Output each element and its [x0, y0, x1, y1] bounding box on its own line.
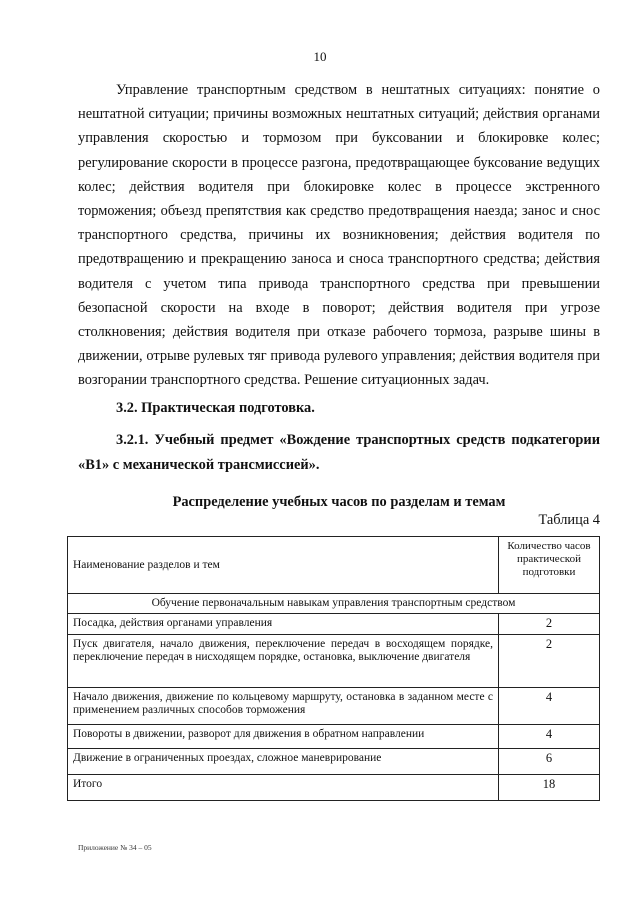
table-row — [68, 614, 600, 635]
topic-hours-cell: 4 — [499, 688, 600, 725]
total-hours-cell: 18 — [499, 775, 600, 801]
topic-hours-cell: 2 — [499, 635, 600, 688]
footer-note: Приложение № 34 – 05 — [78, 843, 152, 852]
table-row — [68, 688, 600, 725]
section-title-cell: Обучение первоначальным навыкам управления транспортным средством — [68, 594, 600, 614]
topic-name-cell: Движение в ограниченных проездах, сложное маневрирование — [68, 749, 499, 775]
header-hours-cell: Количество часов практической подготовки — [499, 537, 600, 594]
table-row — [68, 635, 600, 688]
page-number: 10 — [313, 49, 327, 64]
table-row — [68, 725, 600, 749]
topic-name-cell: Повороты в движении, разворот для движения в обратном направлении — [68, 725, 499, 749]
section-heading-3-2: 3.2. Практическая подготовка. — [116, 400, 315, 416]
section-heading-3-2-1: 3.2.1. Учебный предмет «Вождение транспортных средств подкатегории «В1» с механической трансмиссией». — [78, 432, 600, 473]
topic-hours-cell: 6 — [499, 749, 600, 775]
hours-table — [67, 536, 600, 801]
table-title: Распределение учебных часов по разделам и темам — [172, 494, 506, 510]
table-section-row — [68, 594, 600, 614]
total-label-cell: Итого — [68, 775, 499, 801]
topic-hours-cell: 4 — [499, 725, 600, 749]
topic-name-cell: Посадка, действия органами управления — [68, 614, 499, 635]
header-name-cell: Наименование разделов и тем — [68, 537, 499, 594]
table-total-row — [68, 775, 600, 801]
body-paragraph: Управление транспортным средством в нештатных ситуациях: понятие о нештатной ситуации; причины возможных нештатных ситуаций; действия органами управления скоростью и тормозом при буксовании и блокировке колес; регулирование скорости в процессе разгона, предотвращающее буксование ведущих колес; действия водителя при блокировке колес в процессе экстренного торможения; объезд препятствия как средство предотвращения наезда; занос и снос транспортного средства, причины их возникновения; действия водителя по предотвращению и прекращению заноса и сноса транспортного средства; действия водителя с учетом типа привода транспортного средства при превышении безопасной скорости на входе в поворот; действия водителя при угрозе столкновения; действия водителя при отказе рабочего тормоза, разрыве шины в движении, отрыве рулевых тяг привода рулевого управления; действия водителя при возгорании транспортного средства. Решение ситуационных задач. — [78, 82, 600, 389]
topic-hours-cell: 2 — [499, 614, 600, 635]
table-row — [68, 749, 600, 775]
topic-name-cell: Начало движения, движение по кольцевому маршруту, остановка в заданном месте с применением различных способов торможения — [68, 688, 499, 725]
table-header-row — [68, 537, 600, 594]
table-number: Таблица 4 — [538, 512, 600, 528]
topic-name-cell: Пуск двигателя, начало движения, переключение передач в восходящем порядке, переключение передач в нисходящем порядке, остановка, выключение двигателя — [68, 635, 499, 688]
